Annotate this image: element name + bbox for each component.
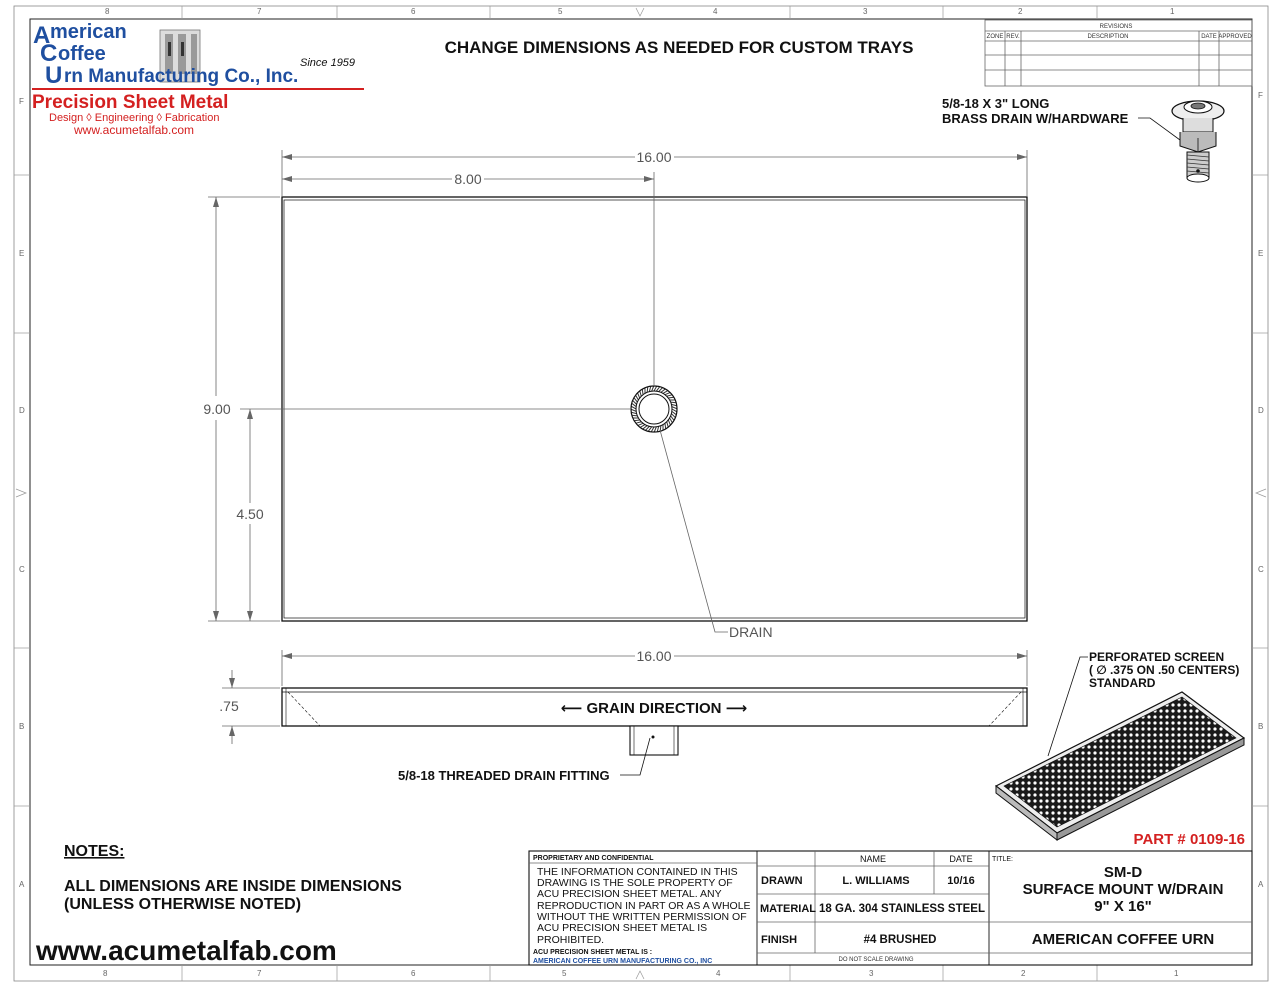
screen-label-1: PERFORATED SCREEN	[1089, 650, 1225, 664]
drawing-title-3: 9" X 16"	[1094, 898, 1152, 915]
zone-col-5: 5	[558, 7, 563, 16]
logo-tagline: Precision Sheet Metal	[32, 92, 229, 113]
zone-row-f: F	[19, 97, 24, 106]
logo-line-1: merican	[50, 21, 127, 43]
brass-drain-iso	[1172, 101, 1224, 182]
zone-row-c: C	[19, 565, 25, 574]
drain-label: DRAIN	[729, 624, 773, 640]
drain-callout-line-2: BRASS DRAIN W/HARDWARE	[942, 111, 1129, 126]
dim-half-height: 4.50	[236, 506, 264, 522]
footer-website: www.acumetalfab.com	[36, 935, 337, 966]
logo-line-3: rn Manufacturing Co., Inc.	[64, 66, 299, 87]
logo-services: Design ◊ Engineering ◊ Fabrication	[49, 112, 220, 124]
logo-since: Since 1959	[300, 57, 356, 69]
header-title: CHANGE DIMENSIONS AS NEEDED FOR CUSTOM TRAYS	[444, 38, 914, 57]
zone-col-8-bottom: 8	[103, 969, 108, 978]
material-label: MATERIAL	[760, 903, 817, 915]
drain-callout-line-1: 5/8-18 X 3" LONG	[942, 96, 1050, 111]
dim-side-width: 16.00	[636, 648, 672, 664]
logo-initial-c: C	[40, 40, 58, 67]
rev-col-description: DESCRIPTION	[1087, 34, 1129, 40]
zone-col-7-bottom: 7	[257, 969, 262, 978]
proprietary-heading: PROPRIETARY AND CONFIDENTIAL	[533, 855, 654, 862]
grain-direction-label: ⟵ GRAIN DIRECTION ⟶	[560, 700, 748, 717]
zone-col-2: 2	[1018, 7, 1023, 16]
proprietary-line-4: REPRODUCTION IN PART OR AS A WHOLE	[537, 900, 751, 912]
zone-col-5-bottom: 5	[562, 969, 567, 978]
logo-initial-u: U	[45, 62, 63, 89]
zone-row-d-right: D	[1258, 406, 1264, 415]
zone-row-a-right: A	[1258, 880, 1264, 889]
drawn-date: 10/16	[947, 875, 975, 887]
acu-line: ACU PRECISION SHEET METAL IS :	[533, 949, 653, 956]
drawing-title-1: SM-D	[1103, 864, 1143, 881]
proprietary-line-7: PROHIBITED.	[537, 934, 605, 946]
zone-row-b-right: B	[1258, 722, 1264, 731]
zone-row-e: E	[19, 249, 25, 258]
date-header: DATE	[949, 854, 973, 864]
proprietary-line-2: DRAWING IS THE SOLE PROPERTY OF	[537, 877, 733, 889]
zone-col-6: 6	[411, 7, 416, 16]
drawn-label: DRAWN	[761, 875, 803, 887]
zone-col-2-bottom: 2	[1021, 969, 1026, 978]
zone-row-c-right: C	[1258, 565, 1264, 574]
zone-col-4-bottom: 4	[716, 969, 721, 978]
zone-col-3-bottom: 3	[869, 969, 874, 978]
tray-side-view	[282, 688, 1027, 755]
title-company: AMERICAN COFFEE URN	[1031, 931, 1215, 948]
notes-line-1: ALL DIMENSIONS ARE INSIDE DIMENSIONS	[64, 878, 402, 895]
dim-height: 9.00	[203, 401, 231, 417]
top-dimension-lines	[208, 150, 1027, 621]
revisions-table	[985, 20, 1252, 86]
side-dimension-lines	[222, 650, 1027, 744]
zone-row-f-right: F	[1258, 91, 1263, 100]
zone-col-3: 3	[863, 7, 868, 16]
side-dimension-arrows	[229, 653, 1027, 736]
part-number: PART # 0109-16	[1133, 831, 1245, 848]
zone-col-7: 7	[257, 7, 262, 16]
drawing-title-2: SURFACE MOUNT W/DRAIN	[1022, 881, 1224, 898]
screen-label-2: ( ∅ .375 ON .50 CENTERS)	[1089, 663, 1240, 677]
logo-initial-a: A	[33, 22, 51, 49]
material-value: 18 GA. 304 STAINLESS STEEL	[819, 903, 985, 915]
notes-line-2: (UNLESS OTHERWISE NOTED)	[64, 896, 302, 913]
title-label: TITLE:	[992, 856, 1014, 863]
notes-heading: NOTES:	[64, 843, 125, 860]
zone-col-1: 1	[1170, 7, 1175, 16]
drain-leader	[660, 430, 728, 632]
revisions-title: REVISIONS	[1099, 24, 1133, 30]
proprietary-line-5: WITHOUT THE WRITTEN PERMISSION OF	[537, 911, 747, 923]
zone-col-6-bottom: 6	[411, 969, 416, 978]
finish-value: #4 BRUSHED	[863, 934, 937, 946]
zone-row-d: D	[19, 406, 25, 415]
zone-col-4: 4	[713, 7, 718, 16]
finish-label: FINISH	[761, 934, 798, 946]
zone-col-1-bottom: 1	[1174, 969, 1179, 978]
fitting-label: 5/8-18 THREADED DRAIN FITTING	[398, 768, 610, 783]
drawn-name: L. WILLIAMS	[842, 875, 910, 887]
proprietary-line-3: ACU PRECISION SHEET METAL. ANY	[537, 888, 722, 900]
name-header: NAME	[859, 854, 887, 864]
dim-half-width: 8.00	[454, 171, 482, 187]
dim-top-width: 16.00	[636, 149, 672, 165]
zone-row-a: A	[19, 880, 25, 889]
logo-line-2: offee	[58, 43, 106, 65]
perforated-screen-iso	[996, 692, 1244, 840]
proprietary-line-6: ACU PRECISION SHEET METAL IS	[537, 922, 708, 934]
zone-row-b: B	[19, 722, 25, 731]
rev-col-rev: REV.	[1006, 34, 1020, 40]
brass-drain-callout	[942, 96, 1180, 140]
company-line: AMERICAN COFFEE URN MANUFACTURING CO., INC	[533, 958, 713, 965]
proprietary-line-1: THE INFORMATION CONTAINED IN THIS	[537, 866, 738, 878]
company-logo	[32, 21, 364, 137]
scale-note: DO NOT SCALE DRAWING	[838, 957, 914, 963]
top-dimension-arrows	[213, 154, 1027, 621]
dim-depth: .75	[219, 698, 239, 714]
screen-label-3: STANDARD	[1089, 676, 1156, 690]
zone-col-8: 8	[105, 7, 110, 16]
rev-col-date: DATE	[1201, 34, 1217, 40]
rev-col-zone: ZONE	[986, 34, 1004, 40]
logo-website: www.acumetalfab.com	[74, 123, 195, 137]
rev-col-approved: APPROVED	[1218, 34, 1252, 40]
zone-row-e-right: E	[1258, 249, 1264, 258]
